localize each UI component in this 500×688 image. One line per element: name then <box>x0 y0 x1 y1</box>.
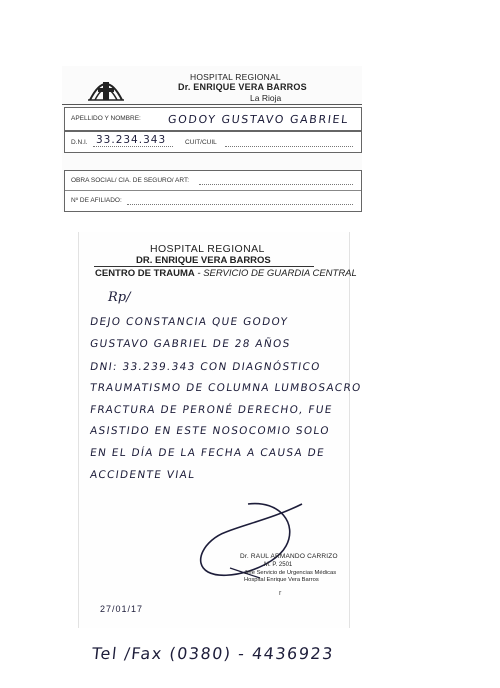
dni-value: 33.234.343 <box>96 134 167 146</box>
form-header-rule <box>62 104 362 105</box>
form-doctor-label: Dr. ENRIQUE VERA BARROS <box>178 82 307 92</box>
dni-label: D.N.I. <box>71 139 88 146</box>
note-line: DEJO CONSTANCIA QUE GODOY <box>89 316 289 328</box>
doctor-stamp-mp: M. P. 2501 <box>264 562 293 568</box>
note-hospital-title: HOSPITAL REGIONAL <box>150 243 265 255</box>
note-line: ASISTIDO EN ESTE NOSOCOMIO SOLO <box>89 425 331 437</box>
insurance-label: OBRA SOCIAL/ CIA. DE SEGURO/ ART: <box>71 177 189 184</box>
hospital-logo-icon <box>86 74 126 102</box>
cuit-dotted-line <box>225 146 353 147</box>
note-line: ACCIDENTE VIAL <box>89 469 197 481</box>
doctor-stamp-name: Dr. RAUL ARMANDO CARRIZO <box>240 553 338 560</box>
dni-dotted-line <box>93 146 173 147</box>
note-line: DNI: 33.239.343 CON DIAGNÓSTICO <box>89 361 322 373</box>
note-line: EN EL DÍA DE LA FECHA A CAUSA DE <box>89 447 326 459</box>
rp-mark: Rp/ <box>108 290 131 305</box>
insurance-divider <box>65 190 361 191</box>
note-line: TRAUMATISMO DE COLUMNA LUMBOSACRO <box>89 382 363 394</box>
form-province-label: La Rioja <box>250 93 282 103</box>
note-line: FRACTURA DE PERONÉ DERECHO, FUE <box>89 404 334 416</box>
form-hospital-label: HOSPITAL REGIONAL <box>190 72 281 82</box>
form-insurance-row <box>64 170 362 212</box>
note-header-rule <box>94 266 314 267</box>
note-line: GUSTAVO GABRIEL DE 28 AÑOS <box>89 338 292 350</box>
insurance-dotted-line <box>199 184 353 185</box>
note-doctor-title: DR. ENRIQUE VERA BARROS <box>136 255 271 266</box>
note-date: 27/01/17 <box>100 604 144 614</box>
surname-value: GODOY GUSTAVO GABRIEL <box>167 113 350 126</box>
phone-fax-handwritten: Tel /Fax (0380) - 4436923 <box>91 644 335 663</box>
member-number-label: Nº DE AFILIADO: <box>71 197 122 204</box>
member-dotted-line <box>127 204 353 205</box>
servicio-label: - SERVICIO DE GUARDIA CENTRAL <box>194 268 357 279</box>
surname-label: APELLIDO Y NOMBRE: <box>71 115 141 122</box>
centro-label: CENTRO DE TRAUMA <box>95 268 195 279</box>
corner-mark: r <box>279 590 282 597</box>
doctor-stamp-hospital: Hospital Enrique Vera Barros <box>244 577 319 583</box>
note-service-title <box>95 268 357 279</box>
cuit-label: CUIT/CUIL <box>185 139 217 146</box>
doctor-stamp-role: Jefe Servicio de Urgencias Médicas <box>244 570 337 576</box>
